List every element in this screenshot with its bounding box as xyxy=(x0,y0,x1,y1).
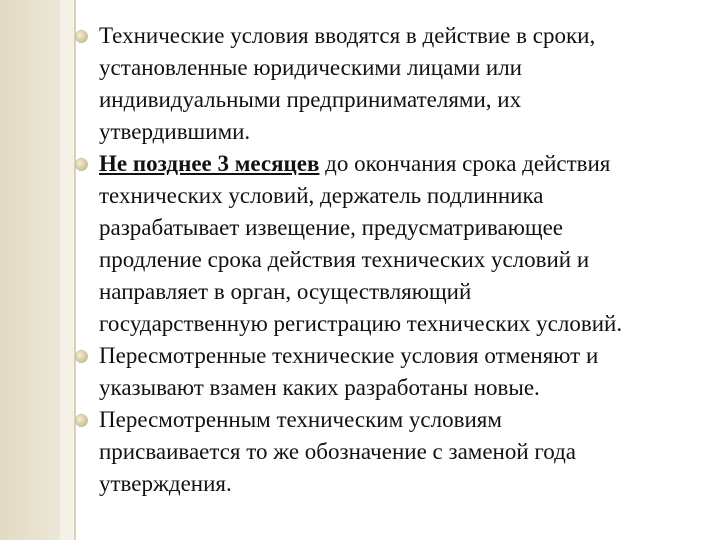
bullet-item-3 xyxy=(76,340,716,404)
bullet-item-1 xyxy=(76,20,716,148)
bullet-4-line-1: Пересмотренным техническим условиям xyxy=(99,407,502,432)
bullet-3-line-1: Пересмотренные технические условия отменяют и xyxy=(99,343,599,368)
slide-content xyxy=(76,0,720,540)
bullet-dot-icon xyxy=(76,415,87,426)
bullet-2-line-2: технических условий, держатель подлинника xyxy=(99,183,544,208)
bullet-2-line-1 xyxy=(99,148,716,180)
bullet-1-line-4: утвердившими. xyxy=(99,119,251,144)
bullet-2-line-5: направляет в орган, осуществляющий xyxy=(99,279,472,304)
bullet-dot-icon xyxy=(76,351,87,362)
bullet-dot-icon xyxy=(76,159,87,170)
band-light-stripe xyxy=(60,0,74,540)
bullet-4-line-3: утверждения. xyxy=(99,471,232,496)
bullet-1-line-1: Технические условия вводятся в действие в сроки, xyxy=(99,23,596,48)
bullet-item-2 xyxy=(76,148,716,340)
deadline-emphasis: Не позднее 3 месяцев xyxy=(99,151,320,176)
bullet-4-line-2: присваивается то же обозначение с заменой года xyxy=(99,439,577,464)
bullet-2-line-1-rest: до окончания срока действия xyxy=(319,151,611,176)
bullet-3-line-2: указывают взамен каких разработаны новые. xyxy=(99,375,540,400)
left-decorative-band xyxy=(0,0,60,540)
bullet-item-4 xyxy=(76,404,716,500)
bullet-dot-icon xyxy=(76,31,87,42)
bullet-list xyxy=(76,20,716,500)
bullet-2-line-3: разрабатывает извещение, предусматривающее xyxy=(99,215,564,240)
bullet-1-line-3: индивидуальными предпринимателями, их xyxy=(99,87,522,112)
bullet-2-line-6: государственную регистрацию технических условий. xyxy=(99,311,623,336)
bullet-2-line-4: продление срока действия технических условий и xyxy=(99,247,590,272)
bullet-1-line-2: установленные юридическими лицами или xyxy=(99,55,522,80)
